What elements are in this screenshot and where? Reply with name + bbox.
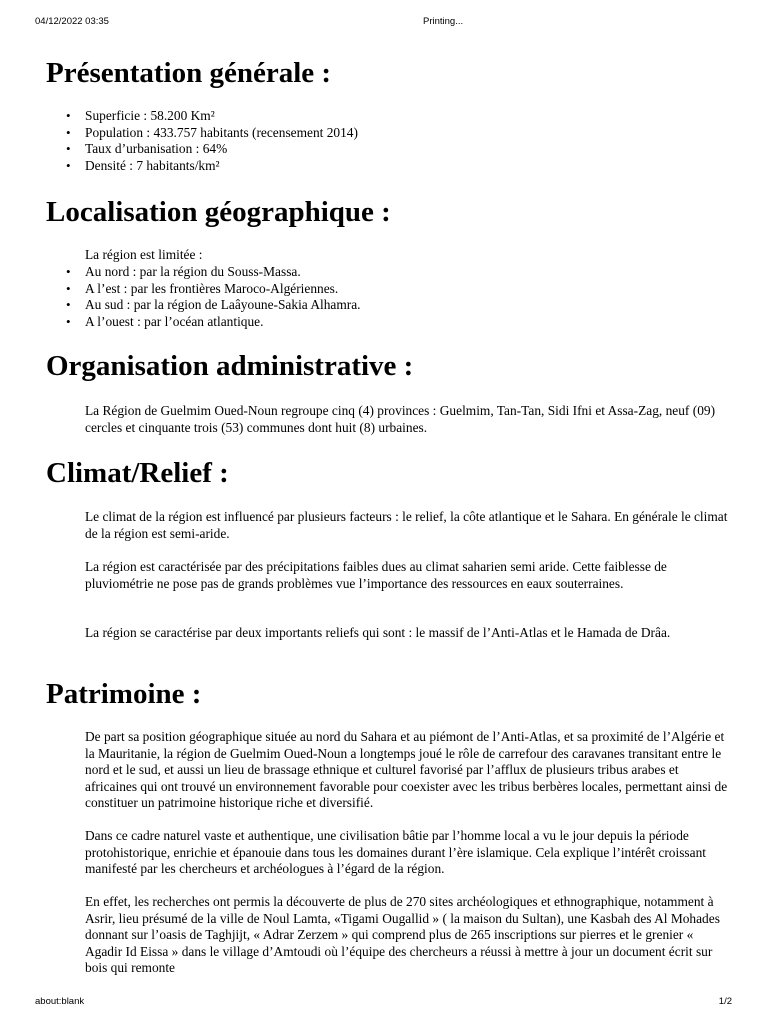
heading-climat: Climat/Relief : <box>46 457 229 489</box>
print-footer <box>0 996 768 1012</box>
heading-localisation: Localisation géographique : <box>46 196 391 228</box>
organisation-paragraph: La Région de Guelmim Oued-Noun regroupe cinq (4) provinces : Guelmim, Tan-Tan, Sidi Ifni et Assa-Zag, neuf (09) cercles et cinquante trois (53) communes dont huit (8) urbaines. <box>85 403 716 435</box>
list-item: • Taux d’urbanisation : 64% <box>85 141 358 158</box>
list-item: • A l’ouest : par l’océan atlantique. <box>85 314 361 331</box>
print-header <box>0 16 768 32</box>
presentation-list <box>85 108 358 174</box>
heading-organisation: Organisation administrative : <box>46 350 414 382</box>
climat-paragraph-1: Le climat de la région est influencé par plusieurs facteurs : le relief, la côte atlantique et le Sahara. En générale le climat de la région est semi-aride. <box>85 509 728 541</box>
patrimoine-paragraph-3: En effet, les recherches ont permis la découverte de plus de 270 sites archéologiques et ethnographique, notamment à Asrir, lieu présumé de la ville de Noul Lamta, «Tigami Ougallid » ( la maison du Sultan), une Kasbah des Al Mohades donnant sur l’oasis de Taghjijt, « Adrar Zerzem » qui comprend plus de 265 inscriptions sur pierres et le grenier « Agadir Id Eissa » dans le village d’Amtoudi où l’équipe des chercheurs a réussi à mettre à jour un document écrit sur bois qui remonte <box>85 894 720 976</box>
climat-paragraph-3: La région se caractérise par deux importants reliefs qui sont : le massif de l’Anti-Atlas et le Hamada de Drâa. <box>85 625 671 640</box>
localisation-intro: La région est limitée : <box>85 247 203 262</box>
heading-patrimoine: Patrimoine : <box>46 678 202 710</box>
localisation-list <box>85 264 361 330</box>
list-item: • Au sud : par la région de Laâyoune-Sakia Alhamra. <box>85 297 361 314</box>
print-datetime: 04/12/2022 03:35 <box>35 16 109 27</box>
patrimoine-paragraph-2: Dans ce cadre naturel vaste et authentique, une civilisation bâtie par l’homme local a vu le jour depuis la période protohistorique, enrichie et épanouie dans tous les domaines durant l’ère islamique. Cela explique l’intérêt croissant manifesté par les chercheurs et archéologues à l’égard de la région. <box>85 828 706 877</box>
list-item: • Densité : 7 habitants/km² <box>85 158 358 175</box>
list-item: • Superficie : 58.200 Km² <box>85 108 358 125</box>
print-title: Printing... <box>423 16 464 27</box>
climat-paragraph-2: La région est caractérisée par des précipitations faibles dues au climat saharien semi aride. Cette faiblesse de pluviométrie ne pose pas de grands problèmes vue l’importance des ressources en eaux souterraines. <box>85 559 667 591</box>
print-url: about:blank <box>35 996 85 1007</box>
print-page-number: 1/2 <box>718 996 732 1007</box>
list-item: • Au nord : par la région du Souss-Massa. <box>85 264 361 281</box>
list-item: • A l’est : par les frontières Maroco-Algériennes. <box>85 281 361 298</box>
heading-presentation: Présentation générale : <box>46 57 332 89</box>
patrimoine-paragraph-1: De part sa position géographique située au nord du Sahara et au piémont de l’Anti-Atlas, et sa proximité de l’Algérie et la Mauritanie, la région de Guelmim Oued-Noun a longtemps joué le rôle de carrefour des caravanes transitant entre le nord et le sud, et aussi un lieu de brassage ethnique et culturel favorisé par l’afflux de plusieurs tribus arabes et africaines qui ont trouvé un environnement favorable pour coexister avec les tribus berbères locales, permettant ainsi de constituer un patrimoine historique riche et diversifié. <box>85 729 728 811</box>
list-item: • Population : 433.757 habitants (recensement 2014) <box>85 125 358 142</box>
